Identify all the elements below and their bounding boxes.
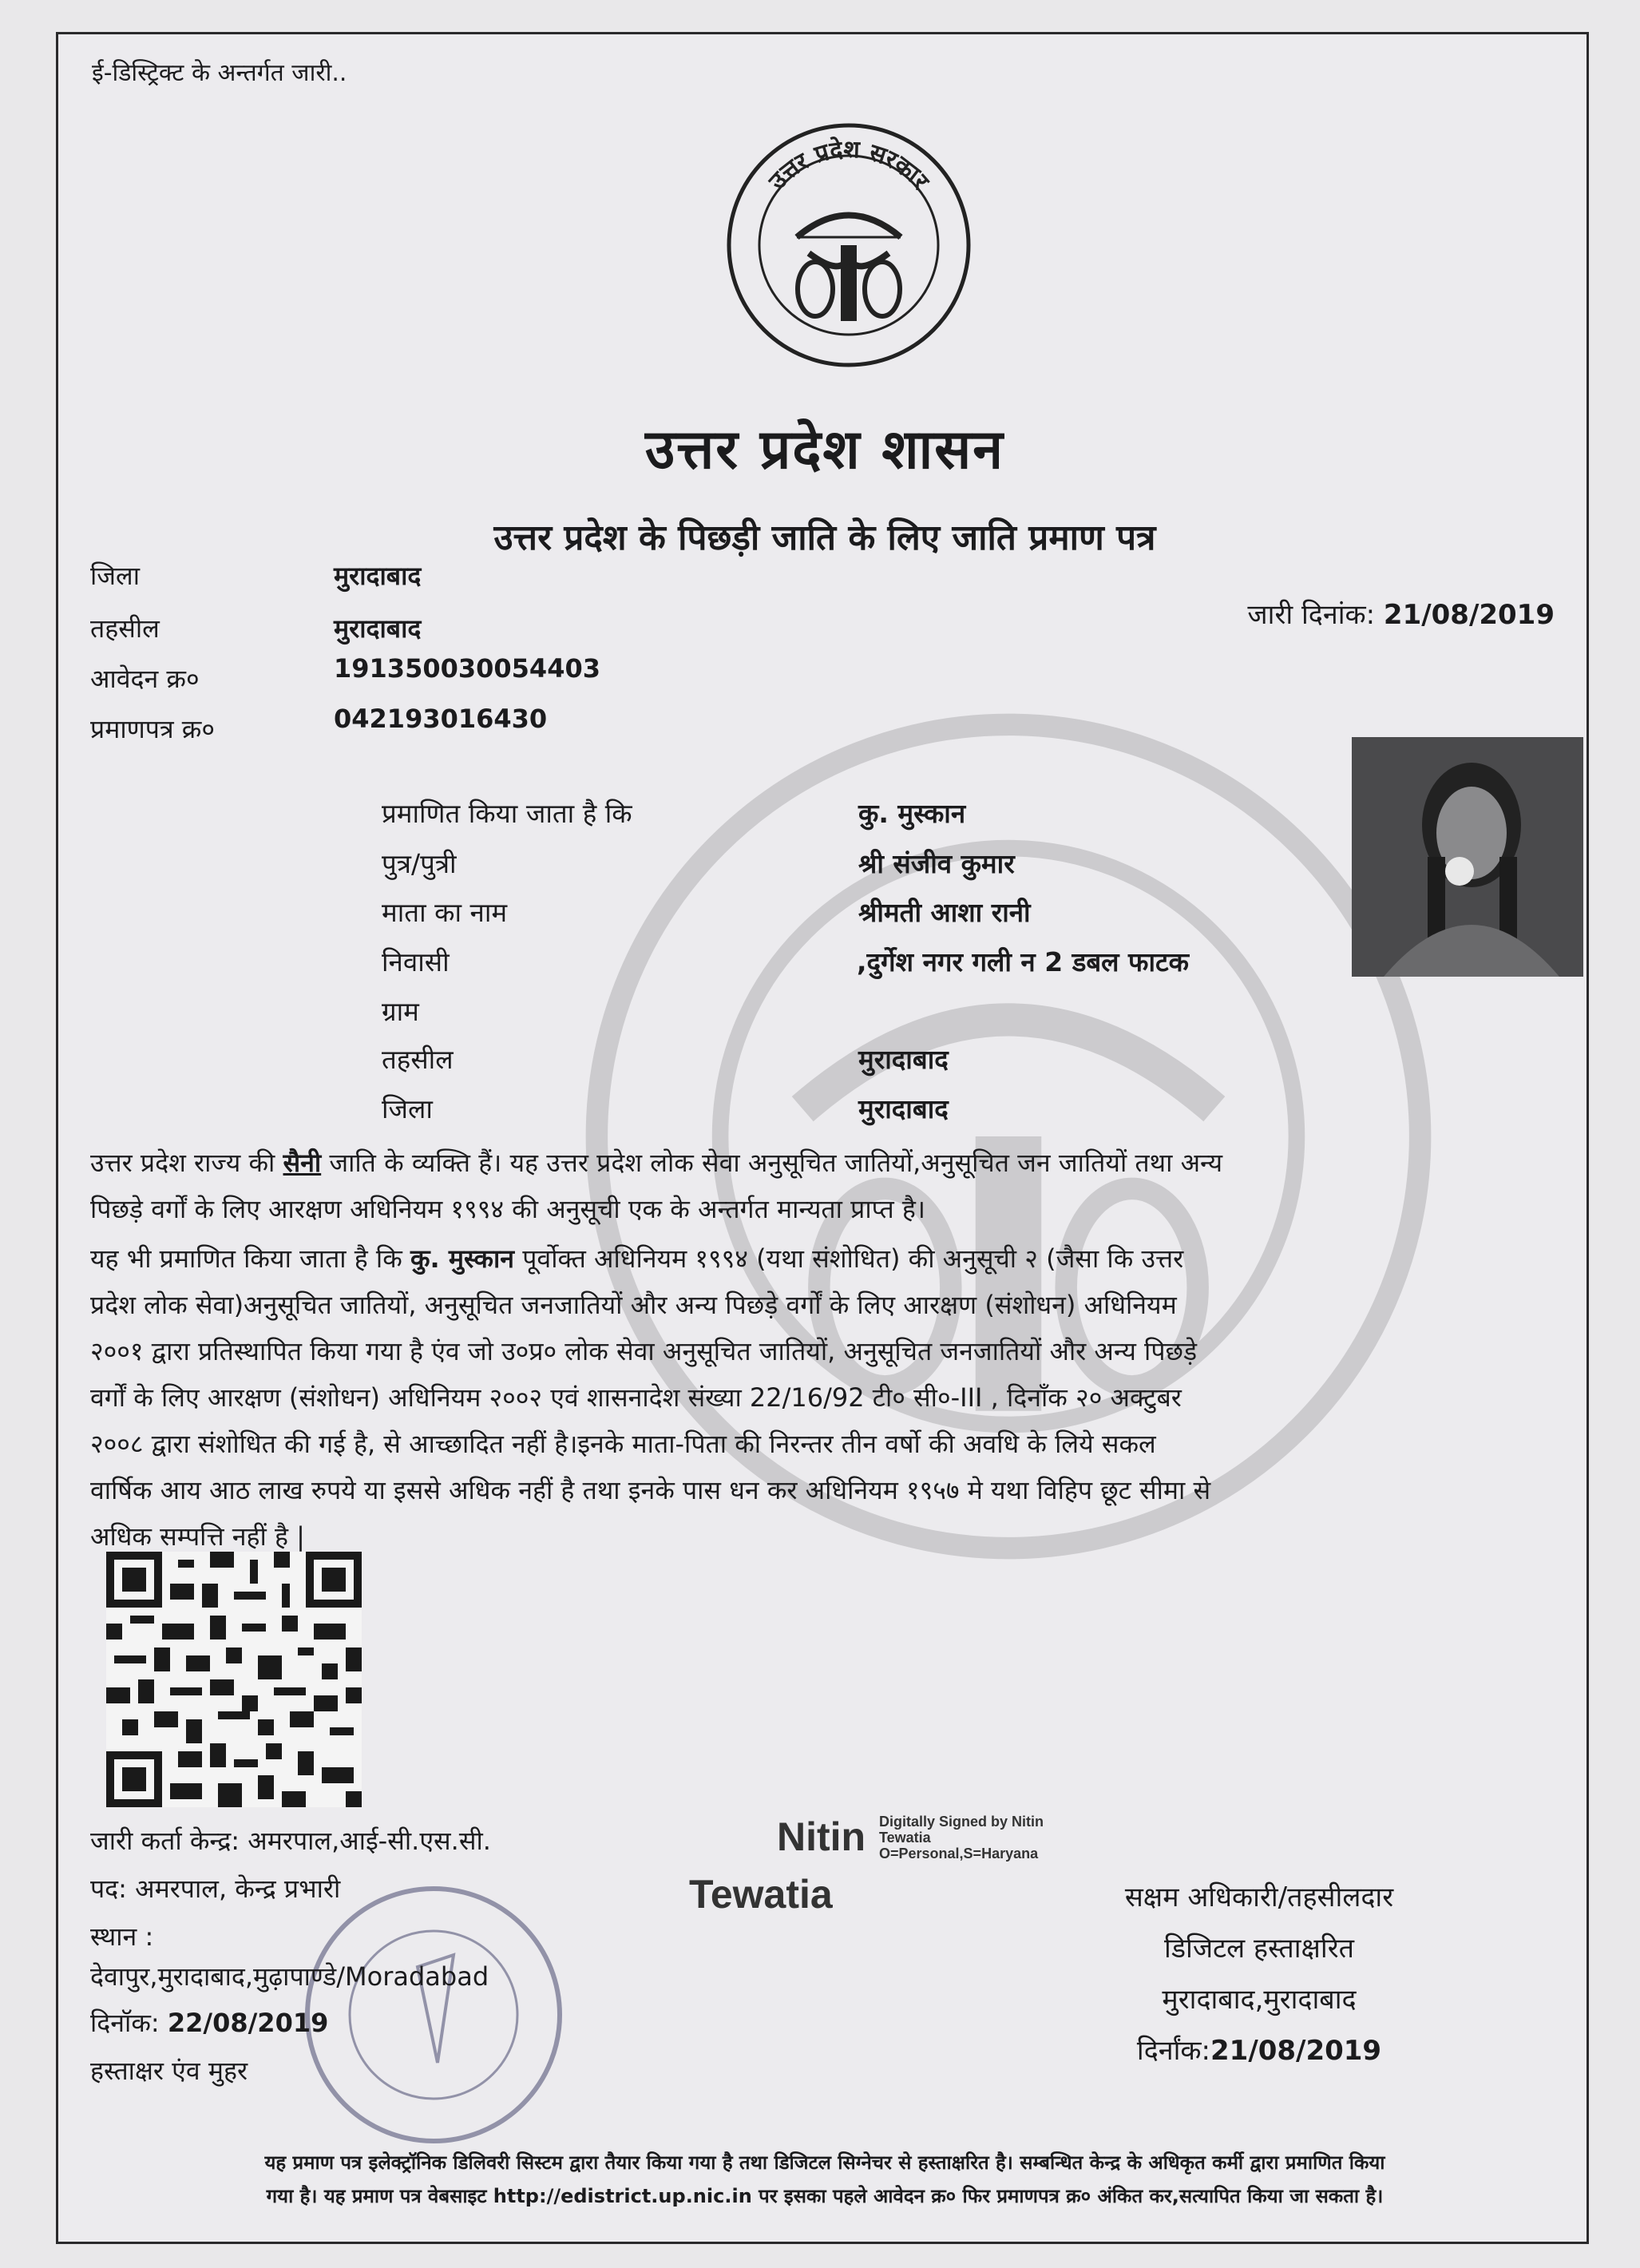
district-value: मुरादाबाद (334, 561, 422, 591)
eligibility-line-2: प्रदेश लोक सेवा)अनुसूचित जातियों, अनुसूचित जनजातियों और अन्य पिछड़े वर्गों के लिए आरक्षण (संशोधन) अधिनियम (90, 1290, 1177, 1320)
eligibility-line-6: वार्षिक आय आठ लाख रुपये या इससे अधिक नहीं है तथा इनके पास धन कर अधिनियम १९५७ मे यथा विहिप छूट सीमा से (90, 1475, 1211, 1505)
eligibility-line-3: २००१ द्वारा प्रतिस्थापित किया गया है एंव जो उ०प्र० लोक सेवा अनुसूचित जातियों, अनुसूचित जनजातियों और अन्य पिछड़े (90, 1336, 1198, 1366)
caste-name: सैनी (283, 1148, 322, 1178)
child-of-label: पुत्र/पुत्री (382, 848, 457, 879)
eligibility-line-4: वर्गों के लिए आरक्षण (संशोधन) अधिनियम २००२ एवं शासनादेश संख्या 22/16/92 टी० सी०-III , दिनाँक २० अक्टुबर (90, 1382, 1182, 1413)
tehsil-value: मुरादाबाद (334, 613, 422, 644)
certified-value: कु. मुस्कान (858, 798, 966, 829)
issuer-date: दिनॉक: 22/08/2019 (90, 2008, 329, 2038)
village-label: ग्राम (382, 996, 419, 1027)
footer-line-2: गया है। यह प्रमाण पत्र वेबसाइट http://edistrict.up.nic.in पर इसका पहले आवेदन क्र० फिर प्रमाणपत्र क्र० अंकित कर,सत्यापित किया जा सकता है। (266, 2185, 1384, 2207)
verification-footer (74, 2146, 1575, 2213)
certificate-sheet (56, 32, 1589, 2244)
issue-date-value: 21/08/2019 (1383, 599, 1555, 631)
mother-value: श्रीमती आशा रानी (858, 897, 1031, 928)
digital-signature-info (879, 1814, 1044, 1862)
eligibility-paragraph (90, 1235, 1591, 1560)
child-of-value: श्री संजीव कुमार (858, 848, 1015, 879)
caste-paragraph (90, 1140, 1591, 1232)
detail-tehsil-label: तहसील (382, 1044, 454, 1075)
sign-and-seal-label: हस्ताक्षर एंव मुहर (90, 2056, 248, 2086)
officer-designation: सक्षम अधिकारी/तहसीलदार (1124, 1881, 1394, 1913)
issuer-place-value: देवापुर,मुरादाबाद,मुढ़ापाण्डे/Moradabad (90, 1961, 489, 1992)
certificate-no-label: प्रमाणपत्र क्र० (90, 714, 215, 744)
signed-by-line-2: Tewatia (879, 1830, 931, 1846)
issued-under-text: ई-डिस्ट्रिक्ट के अन्तर्गत जारी.. (92, 59, 347, 87)
resident-label: निवासी (382, 946, 450, 977)
detail-tehsil-value: मुरादाबाद (858, 1044, 949, 1075)
officer-digitally-signed: डिजिटल हस्ताक्षरित (1164, 1933, 1354, 1965)
eligibility-line-7: अधिक सम्पत्ति नहीं है | (90, 1521, 305, 1552)
application-no-label: आवेदन क्र० (90, 664, 200, 694)
issuing-center-seal (298, 1879, 569, 2151)
caste-paragraph-line-1: उत्तर प्रदेश राज्य की सैनी जाति के व्यक्ति हैं। यह उत्तर प्रदेश लोक सेवा अनुसूचित जातियों,अनुसूचित जन जातियों तथा अन्य (90, 1148, 1223, 1178)
issuer-post: पद: अमरपाल, केन्द्र प्रभारी (90, 1873, 341, 1904)
emblem-label: उत्तर प्रदेश सरकार (763, 135, 935, 196)
certified-label: प्रमाणित किया जाता है कि (382, 798, 632, 829)
certificate-subtitle: उत्तर प्रदेश के पिछड़ी जाति के लिए जाति प्रमाण पत्र (493, 517, 1156, 558)
mother-label: माता का नाम (382, 897, 508, 928)
footer-line-1: यह प्रमाण पत्र इलेक्ट्रॉनिक डिलिवरी सिस्टम द्वारा तैयार किया गया है तथा डिजिटल सिग्नेचर से हस्ताक्षरित है। सम्बन्धित केन्द्र के अधिकृत कर्मी द्वारा प्रमाणित किया (264, 2151, 1385, 2174)
up-government-emblem (721, 117, 976, 373)
eligibility-line-5: २००८ द्वारा संशोधित की गई है, से आच्छादित नहीं है।इनके माता-पिता की निरन्तर तीन वर्षो की अवधि के लिये सकल (90, 1429, 1156, 1459)
issuing-center: जारी कर्ता केन्द्र: अमरपाल,आई-सी.एस.सी. (90, 1826, 491, 1856)
detail-district-label: जिला (382, 1093, 433, 1124)
certificate-title: उत्तर प्रदेश शासन (644, 418, 1004, 482)
signer-last-name: Tewatia (689, 1872, 833, 1917)
issuer-place-label: स्थान : (90, 1921, 154, 1952)
caste-paragraph-line-2: पिछड़े वर्गों के लिए आरक्षण अधिनियम १९९४ की अनुसूची एक के अन्तर्गत मान्यता प्राप्त है। (90, 1194, 925, 1224)
officer-place: मुरादाबाद,मुरादाबाद (1162, 1984, 1357, 2016)
eligibility-line-1: यह भी प्रमाणित किया जाता है कि कु. मुस्कान पूर्वोक्त अधिनियम १९९४ (यथा संशोधित) की अनुसूची २ (जैसा कि उत्तर (90, 1243, 1184, 1274)
signed-by-line: Digitally Signed by Nitin (879, 1814, 1044, 1830)
issue-date-label: जारी दिनांक: (1247, 599, 1376, 631)
applicant-photo (1352, 737, 1583, 977)
district-label: जिला (90, 561, 141, 591)
signer-first-name: Nitin (777, 1814, 866, 1859)
certificate-no-value: 042193016430 (334, 704, 548, 734)
verification-qr-code[interactable] (106, 1552, 362, 1807)
tehsil-label: तहसील (90, 613, 160, 644)
detail-district-value: मुरादाबाद (858, 1093, 949, 1124)
application-no-value: 191350030054403 (334, 653, 600, 684)
signature-org: O=Personal,S=Haryana (879, 1846, 1039, 1862)
issue-date (1247, 595, 1555, 632)
resident-value: ,दुर्गेश नगर गली न 2 डबल फाटक (857, 946, 1190, 977)
applicant-name-inline: कु. मुस्कान (410, 1243, 515, 1274)
officer-date: दिर्नांक:21/08/2019 (1136, 2035, 1382, 2067)
